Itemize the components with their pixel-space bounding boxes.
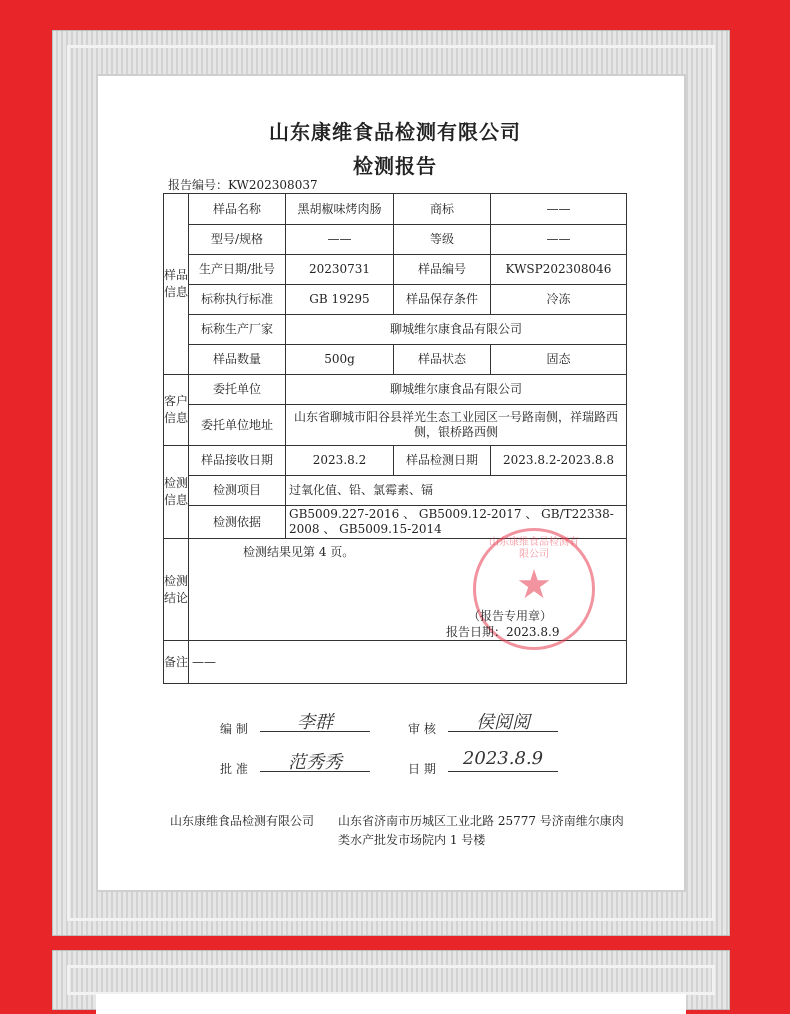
model: —— xyxy=(286,225,394,255)
label: 标称生产厂家 xyxy=(189,315,286,345)
approve-label: 批 准 xyxy=(220,762,248,776)
label: 样品检测日期 xyxy=(394,446,491,476)
conclusion-text: 检测结果见第 4 页。 xyxy=(189,539,627,641)
label: 标称执行标准 xyxy=(189,285,286,315)
report-number xyxy=(168,176,318,193)
report-date-label: 报告日期： xyxy=(446,625,507,639)
report-date xyxy=(446,625,559,639)
sample-name: 黑胡椒味烤肉肠 xyxy=(286,194,394,225)
section-test: 检测信息 xyxy=(164,446,189,539)
standard: GB 19295 xyxy=(286,285,394,315)
label: 型号/规格 xyxy=(189,225,286,255)
footer xyxy=(170,812,624,847)
approve-signature: 范秀秀 xyxy=(260,748,370,772)
sign-date: 2023.8.9 xyxy=(448,748,558,772)
label: 检测项目 xyxy=(189,476,286,506)
report-title: 检测报告 xyxy=(353,154,437,178)
report-number-value: KW202308037 xyxy=(228,178,318,192)
note-text: —— xyxy=(189,641,627,684)
compile-signature: 李群 xyxy=(260,708,370,732)
label: 等级 xyxy=(394,225,491,255)
state: 固态 xyxy=(491,345,627,375)
manufacturer: 聊城维尔康食品有限公司 xyxy=(286,315,627,345)
sample-number: KWSP202308046 xyxy=(491,255,627,285)
storage: 冷冻 xyxy=(491,285,627,315)
label: 样品接收日期 xyxy=(189,446,286,476)
report-date-value: 2023.8.9 xyxy=(506,625,560,639)
client-unit: 聊城维尔康食品有限公司 xyxy=(286,375,627,405)
test-date: 2023.8.2-2023.8.8 xyxy=(491,446,627,476)
review-label: 审 核 xyxy=(408,722,436,736)
label: 样品状态 xyxy=(394,345,491,375)
report-number-label: 报告编号： xyxy=(168,178,229,192)
label: 样品保存条件 xyxy=(394,285,491,315)
section-sample: 样品信息 xyxy=(164,194,189,375)
star-icon: ★ xyxy=(516,562,552,608)
label: 委托单位地址 xyxy=(189,405,286,446)
stamp-text: 山东康维食品检测有限公司 xyxy=(489,537,579,560)
test-items: 过氧化值、铅、氯霉素、镉 xyxy=(286,476,627,506)
label: 样品名称 xyxy=(189,194,286,225)
client-address: 山东省聊城市阳谷县祥光生态工业园区一号路南侧，祥瑞路西侧，银桥路西侧 xyxy=(286,405,627,446)
label: 样品数量 xyxy=(189,345,286,375)
label: 商标 xyxy=(394,194,491,225)
label: 样品编号 xyxy=(394,255,491,285)
review-signature: 侯阅阅 xyxy=(448,708,558,732)
label: 检测依据 xyxy=(189,506,286,539)
compile-label: 编 制 xyxy=(220,722,248,736)
footer-address: 山东省济南市历城区工业北路 25777 号济南维尔康肉类水产批发市场院内 1 号楼 xyxy=(338,814,624,847)
brand: —— xyxy=(491,194,627,225)
date-label: 日 期 xyxy=(408,762,436,776)
label: 生产日期/批号 xyxy=(189,255,286,285)
test-basis: GB5009.227-2016 、 GB5009.12-2017 、 GB/T22338-2008 、 GB5009.15-2014 xyxy=(286,506,627,539)
receive-date: 2023.8.2 xyxy=(286,446,394,476)
next-report-page xyxy=(96,994,686,1014)
label: 委托单位 xyxy=(189,375,286,405)
seal-label: （报告专用章） xyxy=(468,609,553,623)
footer-company: 山东康维食品检测有限公司 xyxy=(170,814,315,828)
quantity: 500g xyxy=(286,345,394,375)
company-title: 山东康维食品检测有限公司 xyxy=(269,120,521,144)
grade: —— xyxy=(491,225,627,255)
section-note: 备注 xyxy=(164,641,189,684)
section-conclusion: 检测结论 xyxy=(164,539,189,641)
production-date: 20230731 xyxy=(286,255,394,285)
section-client: 客户信息 xyxy=(164,375,189,446)
